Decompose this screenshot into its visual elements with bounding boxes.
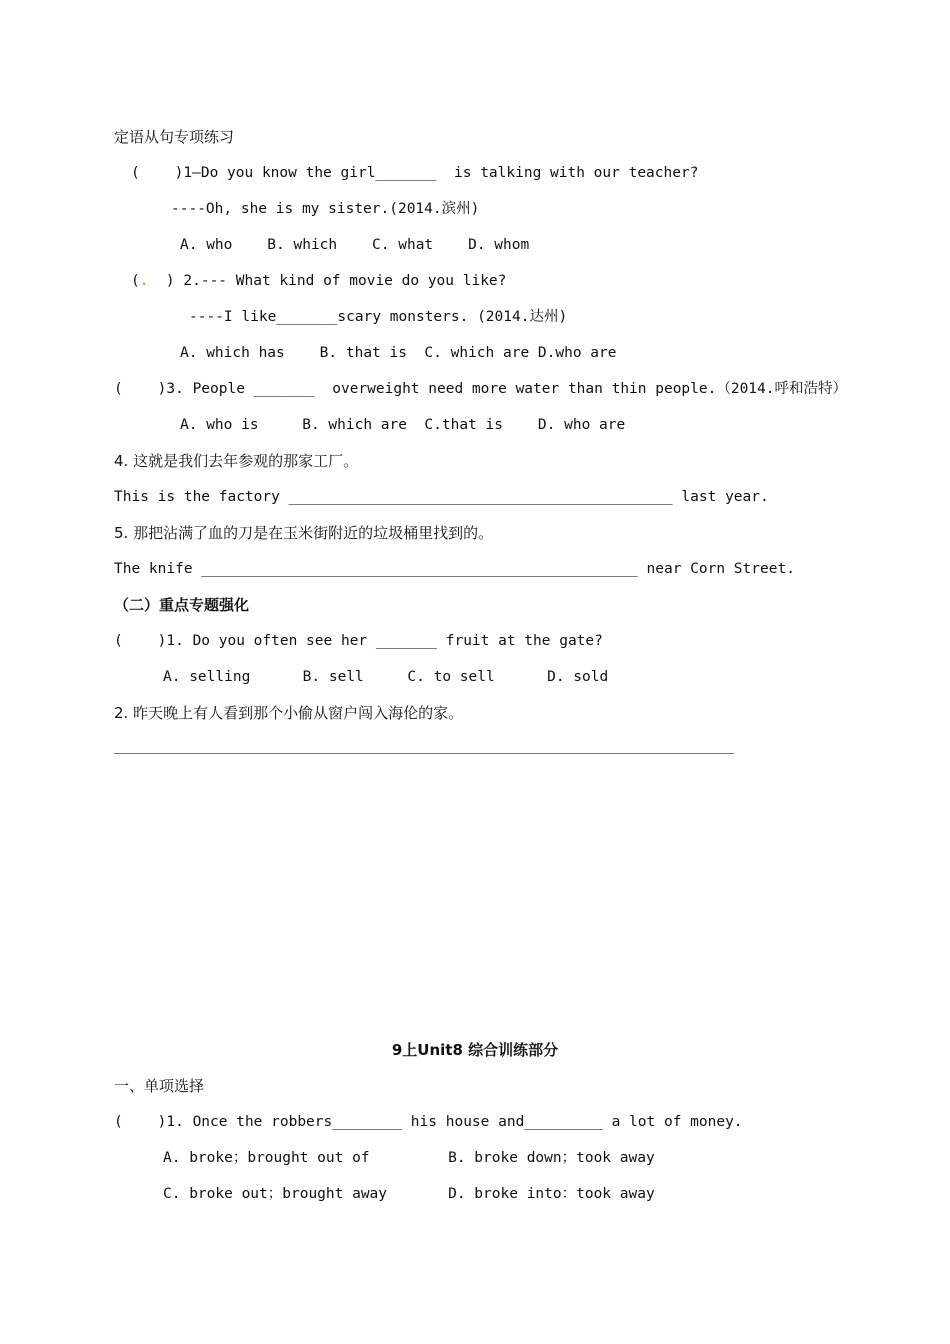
section-title: 定语从句专项练习 <box>114 128 235 146</box>
answer-line <box>114 753 734 754</box>
question-5-sentence: The knife __________________________________________________ near Corn Street. <box>114 561 795 577</box>
section-3-title: 9上Unit8 综合训练部分 <box>391 1041 559 1059</box>
question-2-stem-rest: ) 2.--- What kind of movie do you like? <box>148 273 507 289</box>
question-2-reply: ----I like_______scary monsters. (2014.达州) <box>189 309 568 325</box>
question-3-options: A. who is B. which are C.that is D. who are <box>180 417 626 433</box>
section-2-question-1-options: A. selling B. sell C. to sell D. sold <box>163 669 609 685</box>
section-3-subtitle: 一、单项选择 <box>114 1077 205 1095</box>
question-4-prompt: 4. 这就是我们去年参观的那家工厂。 <box>114 452 359 470</box>
question-1-stem: ( )1—Do you know the girl_______ is talking with our teacher? <box>131 165 699 181</box>
section-2-title: （二）重点专题强化 <box>114 596 250 614</box>
section-2-question-2-prompt: 2. 昨天晚上有人看到那个小偷从窗户闯入海伦的家。 <box>114 704 464 722</box>
question-2-stem <box>131 271 506 291</box>
question-2-bracket: ( <box>131 273 140 289</box>
question-2-options: A. which has B. that is C. which are D.who are <box>180 345 617 361</box>
section-3-question-1-stem: ( )1. Once the robbers________ his house and_________ a lot of money. <box>114 1114 743 1130</box>
section-3-question-1-options-ab: A. broke；brought out of B. broke down；took away <box>163 1150 655 1166</box>
question-1-reply: ----Oh, she is my sister.(2014.滨州) <box>171 201 480 217</box>
question-4-sentence: This is the factory ____________________________________________ last year. <box>114 489 769 505</box>
question-5-prompt: 5. 那把沾满了血的刀是在玉米街附近的垃圾桶里找到的。 <box>114 524 494 542</box>
highlight-mark: . <box>139 273 149 289</box>
section-3-question-1-options-cd: C. broke out；brought away D. broke into：took away <box>163 1186 655 1202</box>
question-1-options: A. who B. which C. what D. whom <box>180 237 530 253</box>
section-2-question-1-stem: ( )1. Do you often see her _______ fruit at the gate? <box>114 633 603 649</box>
question-3-stem: ( )3. People _______ overweight need more water than thin people.（2014.呼和浩特） <box>114 381 847 397</box>
